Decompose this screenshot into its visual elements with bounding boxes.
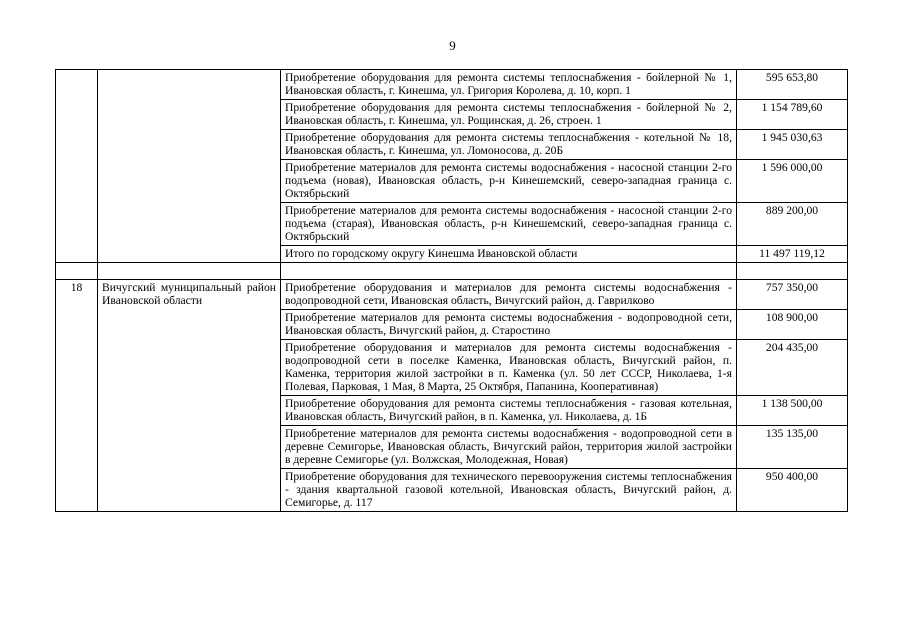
item-amount: 1 945 030,63 <box>737 130 848 160</box>
spacer-row <box>56 263 848 280</box>
item-amount: 595 653,80 <box>737 70 848 100</box>
item-description: Приобретение материалов для ремонта системы водоснабжения - насосной станции 2-го подъема (новая), Ивановская область, р-н Кинешемский, северо-западная граница с. Октябрьский <box>281 160 737 203</box>
funding-table <box>55 69 848 512</box>
table-row <box>56 280 848 310</box>
item-description: Приобретение оборудования для ремонта системы теплоснабжения - бойлерной № 1, Ивановская область, г. Кинешма, ул. Григория Королева, д. 10, корп. 1 <box>281 70 737 100</box>
item-amount: 1 154 789,60 <box>737 100 848 130</box>
row-number: 18 <box>56 280 98 512</box>
item-description: Приобретение оборудования для ремонта системы теплоснабжения - бойлерной № 2, Ивановская область, г. Кинешма, ул. Рощинская, д. 26, строен. 1 <box>281 100 737 130</box>
item-description: Приобретение материалов для ремонта системы водоснабжения - водопроводной сети, Ивановская область, Вичугский район, д. Старостино <box>281 310 737 340</box>
total-label: Итого по городскому округу Кинешма Ивановской области <box>281 246 737 263</box>
item-amount: 757 350,00 <box>737 280 848 310</box>
item-amount: 135 135,00 <box>737 426 848 469</box>
item-amount: 204 435,00 <box>737 340 848 396</box>
item-amount: 950 400,00 <box>737 469 848 512</box>
item-amount: 889 200,00 <box>737 203 848 246</box>
item-description: Приобретение материалов для ремонта системы водоснабжения - водопроводной сети в деревне Семигорье, Ивановская область, Вичугский район, территория жилой застройки в деревне Семигорье (ул. Волжская, Молодежная, Новая) <box>281 426 737 469</box>
item-description: Приобретение оборудования для технического перевооружения системы теплоснабжения - здания квартальной газовой котельной, Ивановская область, Вичугский район, д. Семигорье, д. 117 <box>281 469 737 512</box>
district-cell <box>98 70 281 263</box>
item-description: Приобретение оборудования для ремонта системы теплоснабжения - котельной № 18, Ивановская область, г. Кинешма, ул. Ломоносова, д. 20Б <box>281 130 737 160</box>
item-amount: 1 596 000,00 <box>737 160 848 203</box>
item-description: Приобретение оборудования для ремонта системы теплоснабжения - газовая котельная, Ивановская область, Вичугский район, в п. Каменка, ул. Николаева, д. 1Б <box>281 396 737 426</box>
total-amount: 11 497 119,12 <box>737 246 848 263</box>
item-amount: 108 900,00 <box>737 310 848 340</box>
item-description: Приобретение оборудования и материалов для ремонта системы водоснабжения - водопроводной сети, Ивановская область, Вичугский район, д. Гаврилково <box>281 280 737 310</box>
item-description: Приобретение оборудования и материалов для ремонта системы водоснабжения - водопроводной сети в поселке Каменка, Ивановская область, Вичугский район, п. Каменка, территория жилой застройки в п. Каменка (ул. 50 лет СССР, Николаева, 1-я Полевая, Парковая, 1 Мая, 8 Марта, 25 Октября, Папанина, Кооперативная) <box>281 340 737 396</box>
table-row <box>56 70 848 100</box>
page-number: 9 <box>449 38 456 53</box>
item-description: Приобретение материалов для ремонта системы водоснабжения - насосной станции 2-го подъема (старая), Ивановская область, р-н Кинешемский, северо-западная граница с. Октябрьский <box>281 203 737 246</box>
row-number-cell <box>56 70 98 263</box>
item-amount: 1 138 500,00 <box>737 396 848 426</box>
district-name: Вичугский муниципальный район Ивановской области <box>98 280 281 512</box>
